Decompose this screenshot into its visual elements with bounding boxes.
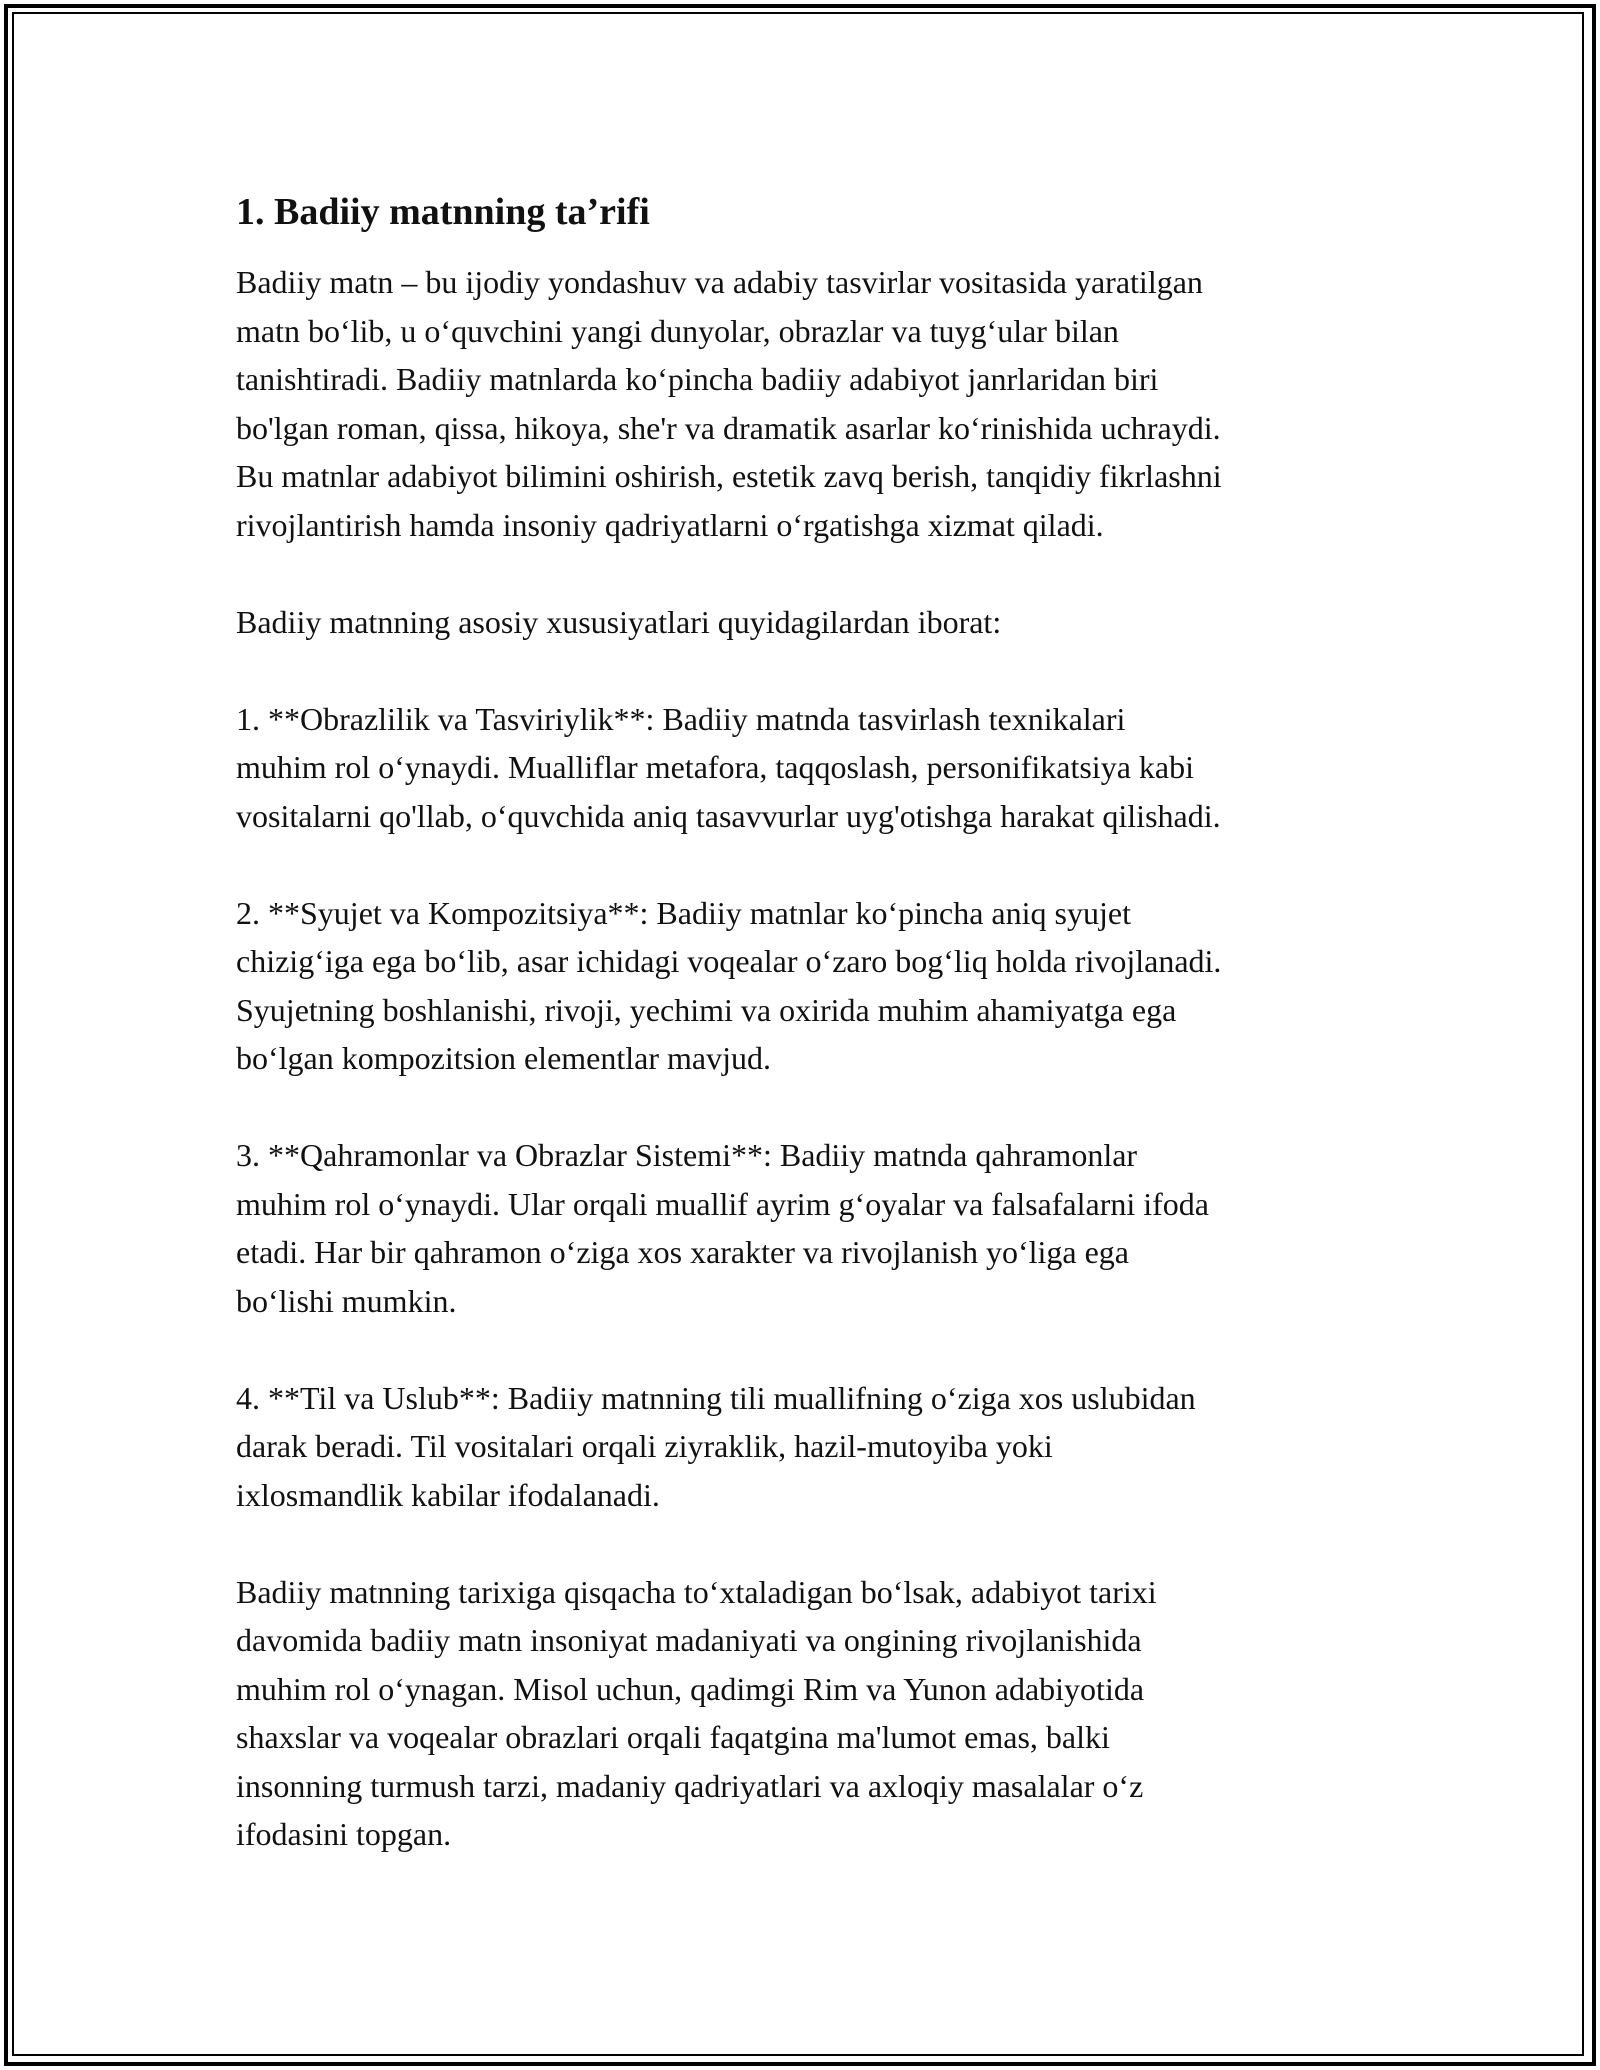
paragraph-definition: Badiiy matn – bu ijodiy yondashuv va adabiy tasvirlar vositasida yaratilgan matn bo‘lib, u o‘quvchini yangi dunyolar, obrazlar va tuyg‘ular bilan tanishtiradi. Badiiy matnlarda ko‘pincha badiiy adabiyot janrlaridan biri bo'lgan roman, qissa, hikoya, she'r va dramatik asarlar ko‘rinishida uchraydi. Bu matnlar adabiyot bilimini oshirish, estetik zavq berish, tanqidiy fikrlashni rivojlantirish hamda insoniy qadriyatlarni o‘rgatishga xizmat qiladi. (236, 264, 1222, 543)
list-item-language-style: 4. **Til va Uslub**: Badiiy matnning tili muallifning o‘ziga xos uslubidan darak beradi. Til vositalari orqali ziyraklik, hazil-mutoyiba yoki ixlosmandlik kabilar ifodalanadi. (236, 1379, 1196, 1513)
list-item-imagery: 1. **Obrazlilik va Tasviriylik**: Badiiy matnda tasvirlash texnikalari muhim rol o‘ynaydi. Mualliflar metafora, taqqoslash, personifikatsiya kabi vositalarni qo'llab, o‘quvchida aniq tasavvurlar uyg'otishga harakat qilishadi. (236, 700, 1221, 834)
paragraph-features-intro: Badiiy matnning asosiy xususiyatlari quyidagilardan iborat: (236, 603, 1002, 640)
document-body (236, 186, 1386, 1907)
paragraph-history: Badiiy matnning tarixiga qisqacha to‘xtaladigan bo‘lsak, adabiyot tarixi davomida badiiy matn insoniyat madaniyati va ongining rivojlanishida muhim rol o‘ynagan. Misol uchun, qadimgi Rim va Yunon adabiyotida shaxslar va voqealar obrazlari orqali faqatgina ma'lumot emas, balki insonning turmush tarzi, madaniy qadriyatlari va axloqiy masalalar o‘z ifodasini topgan. (236, 1573, 1157, 1852)
section-heading: 1. Badiiy matnning ta’rifi (236, 191, 650, 233)
list-item-characters: 3. **Qahramonlar va Obrazlar Sistemi**: Badiiy matnda qahramonlar muhim rol o‘ynaydi. Ular orqali muallif ayrim g‘oyalar va falsafalarni ifoda etadi. Har bir qahramon o‘ziga xos xarakter va rivojlanish yo‘liga ega bo‘lishi mumkin. (236, 1137, 1209, 1319)
list-item-plot: 2. **Syujet va Kompozitsiya**: Badiiy matnlar ko‘pincha aniq syujet chizig‘iga ega bo‘lib, asar ichidagi voqealar o‘zaro bog‘liq holda rivojlanadi. Syujetning boshlanishi, rivoji, yechimi va oxirida muhim ahamiyatga ega bo‘lgan kompozitsion elementlar mavjud. (236, 894, 1222, 1076)
